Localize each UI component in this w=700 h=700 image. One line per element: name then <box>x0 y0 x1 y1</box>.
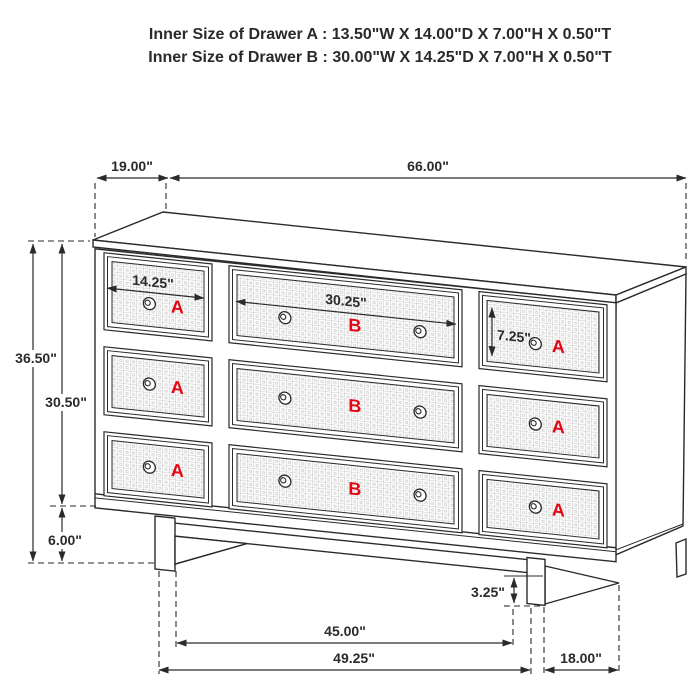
body-height-label: 30.50" <box>45 394 87 410</box>
drawer-knob-icon-inner <box>281 477 286 483</box>
drawer-knob-icon-inner <box>531 340 536 346</box>
drawer-label-b: B <box>348 395 362 417</box>
drawer-label-a: A <box>170 459 184 482</box>
inner-size-drawer-a-text: Inner Size of Drawer A : 13.50"W X 14.00"D X 7.00"H X 0.50"T <box>148 26 612 43</box>
front-right-leg <box>527 558 545 606</box>
inner-size-drawer-b-text: Inner Size of Drawer B : 30.00"W X 14.25"D X 7.00"H X 0.50"T <box>148 49 612 66</box>
back-right-leg <box>676 539 686 577</box>
drawer-knob-icon-inner <box>416 328 421 334</box>
top-dimensions <box>97 158 686 178</box>
drawer-cane-panel <box>112 441 204 499</box>
legs-inner-label: 45.00" <box>324 623 366 639</box>
drawer-knob-icon-inner <box>145 380 150 386</box>
total-height-label: 36.50" <box>15 350 57 366</box>
front-left-leg <box>155 516 175 571</box>
drawer-label-a: A <box>551 499 565 521</box>
drawer-knob-icon-inner <box>531 420 536 426</box>
drawer-cane-panel <box>487 394 599 458</box>
dresser-right-side-face <box>613 274 686 556</box>
drawer-label-a: A <box>170 296 184 318</box>
dresser-front-plane <box>95 249 616 617</box>
drawer-knob-icon-inner <box>145 300 150 306</box>
top-depth-label: 19.00" <box>111 158 153 174</box>
drawer-label-b: B <box>348 314 362 337</box>
drawer-a-width-label: 14.25" <box>132 271 174 292</box>
left-dimensions <box>8 244 94 561</box>
drawer-a-r3c1 <box>104 432 212 507</box>
drawer-a-height-label: 7.25" <box>497 326 531 346</box>
drawer-knob-icon-inner <box>416 408 421 414</box>
legs-outer-label: 49.25" <box>333 650 375 666</box>
clearance-height-label: 6.00" <box>48 532 82 548</box>
drawer-knob-icon-inner <box>281 394 286 400</box>
drawer-label-b: B <box>348 478 362 500</box>
header <box>148 26 612 66</box>
drawer-knob-icon-inner <box>281 314 286 320</box>
leg-bottom-label: 3.25" <box>471 584 505 600</box>
drawer-label-a: A <box>551 416 565 438</box>
drawer-knob-icon-inner <box>145 463 150 469</box>
drawer-a-r2c1 <box>104 347 212 426</box>
top-width-label: 66.00" <box>407 158 449 174</box>
base-depth-label: 18.00" <box>560 650 602 666</box>
drawer-label-a: A <box>170 376 184 399</box>
drawer-knob-icon-inner <box>531 503 536 509</box>
drawer-b-width-label: 30.25" <box>325 290 367 311</box>
drawer-label-a: A <box>551 335 565 358</box>
drawer-a-r3c3 <box>479 471 607 548</box>
drawer-knob-icon-inner <box>416 491 421 497</box>
drawer-a-r2c3 <box>479 386 607 467</box>
drawer-cane-panel <box>112 356 204 418</box>
right-leg-side-brace <box>545 566 619 604</box>
